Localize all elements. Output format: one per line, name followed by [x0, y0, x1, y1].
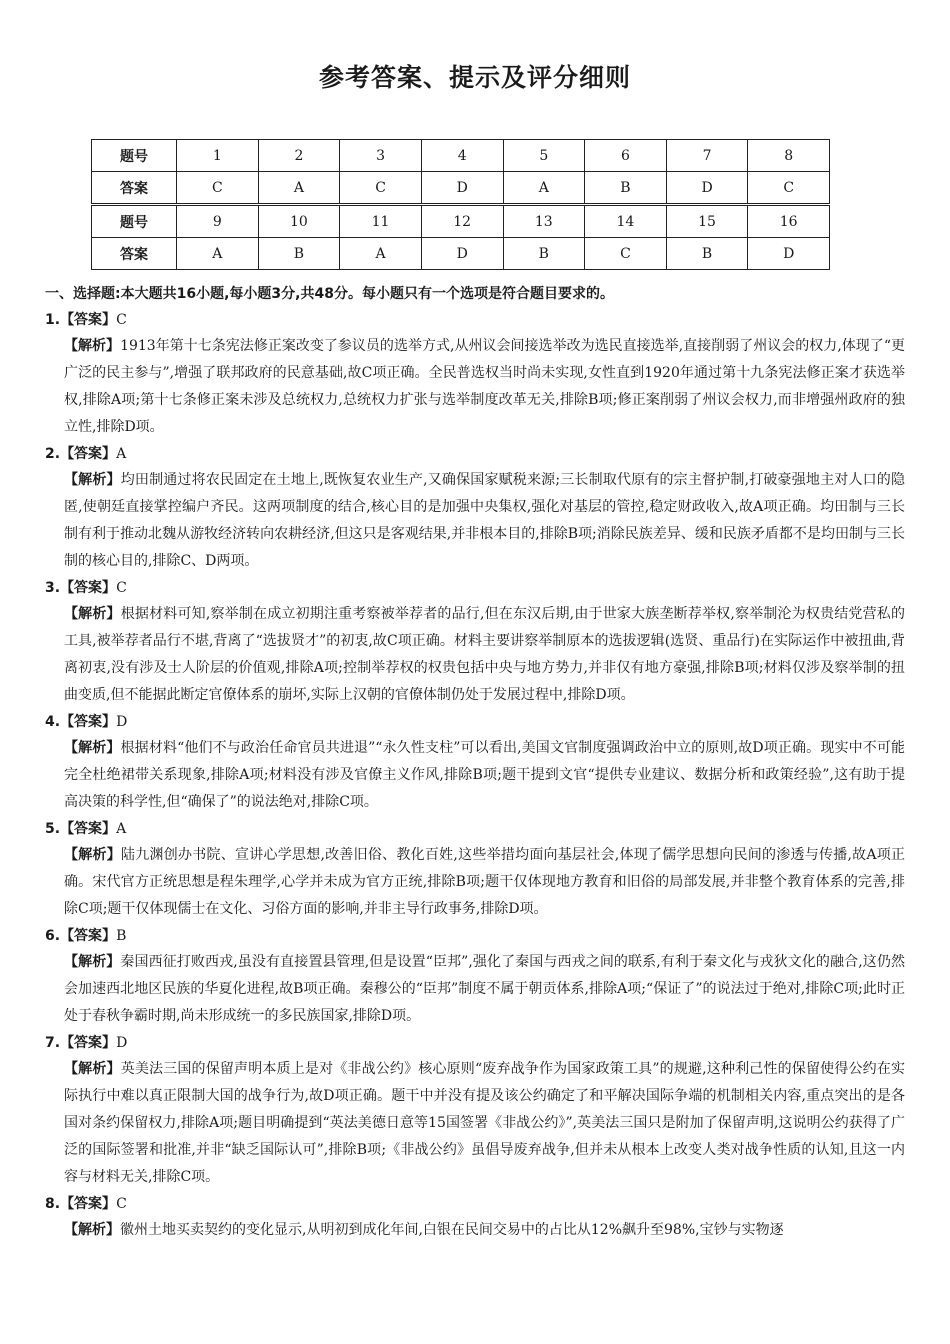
answer-tag: 【答案】 [60, 1196, 117, 1212]
question-analysis [45, 1217, 905, 1244]
table-cell: A [340, 238, 422, 270]
table-cell: D [666, 172, 748, 204]
question-answer-line [45, 307, 905, 333]
row-label-answer: 答案 [92, 172, 177, 204]
table-cell: D [421, 172, 503, 204]
table-cell: 9 [177, 206, 259, 238]
table-cell: 5 [503, 140, 585, 172]
question-number: 2. [45, 446, 61, 462]
analysis-text: 根据材料“他们不与政治任命官员共进退”“永久性支柱”可以看出,美国文官制度强调政治中立的原则,故D项正确。现实中不可能完全杜绝裙带关系现象,排除A项;材料没有涉及官僚主义作风,排除B项;题干提到文官“提供专业建议、数据分析和政策经验”,这有助于提高决策的科学性,但“确保了”的说法绝对,排除C项。 [64, 740, 905, 810]
table-cell: 16 [748, 206, 830, 238]
analysis-tag: 【解析】 [64, 1061, 121, 1077]
answer-table-2 [91, 205, 830, 270]
answer-tag: 【答案】 [60, 714, 117, 730]
table-row [92, 206, 830, 238]
analysis-text: 1913年第十七条宪法修正案改变了参议员的选举方式,从州议会间接选举改为选民直接选举,直接削弱了州议会的权力,体现了“更广泛的民主参与”,增强了联邦政府的民意基础,故C项正确。全民普选权当时尚未实现,女性直到1920年通过第十九条宪法修正案才获选举权,排除A项;第十七条修正案未涉及总统权力,总统权力扩张与选举制度改革无关,排除B项;修正案削弱了州议会权力,而非增强州政府的独立性,排除D项。 [64, 338, 905, 435]
question-analysis [45, 1056, 905, 1191]
analysis-tag: 【解析】 [64, 1222, 120, 1238]
table-cell: 10 [258, 206, 340, 238]
question-number: 5. [45, 821, 61, 837]
answer-value: C [116, 312, 127, 328]
question-number: 8. [45, 1196, 61, 1212]
answer-tag: 【答案】 [60, 580, 117, 596]
question-answer-line [45, 709, 905, 735]
table-cell: 6 [585, 140, 667, 172]
table-cell: 4 [421, 140, 503, 172]
table-cell: 11 [340, 206, 422, 238]
answer-table-1 [91, 139, 830, 204]
analysis-text: 徽州土地买卖契约的变化显示,从明初到成化年间,白银在民间交易中的占比从12%飙升至98%,宝钞与实物逐 [120, 1222, 784, 1238]
question-analysis [45, 949, 905, 1030]
analysis-tag: 【解析】 [64, 338, 121, 354]
section-title: 一、选择题:本大题共16小题,每小题3分,共48分。每小题只有一个选项是符合题目要求的。 [45, 286, 614, 302]
analysis-tag: 【解析】 [64, 954, 121, 970]
table-cell: 14 [585, 206, 667, 238]
answer-value: A [116, 446, 127, 462]
answer-tag: 【答案】 [60, 446, 117, 462]
table-cell: 1 [177, 140, 259, 172]
analysis-tag: 【解析】 [64, 606, 121, 622]
analysis-text: 根据材料可知,察举制在成立初期注重考察被举荐者的品行,但在东汉后期,由于世家大族垄断荐举权,察举制沦为权贵结党营私的工具,被举荐者品行不堪,背离了“选拔贤才”的初衷,故C项正确。材料主要讲察举制原本的选拔逻辑(选贤、重品行)在实际运作中被扭曲,背离初衷,没有涉及士人阶层的价值观,排除A项;控制举荐权的权贵包括中央与地方势力,并非仅有地方豪强,排除B项;材料仅涉及察举制的扭曲变质,但不能据此断定官僚体系的崩坏,实际上汉朝的官僚体制仍处于发展过程中,排除D项。 [64, 606, 905, 703]
analysis-text: 均田制通过将农民固定在土地上,既恢复农业生产,又确保国家赋税来源;三长制取代原有的宗主督护制,打破豪强地主对人口的隐匿,使朝廷直接掌控编户齐民。这两项制度的结合,核心目的是加强中央集权,强化对基层的管控,稳定财政收入,故A项正确。均田制与三长制有利于推动北魏从游牧经济转向农耕经济,但这只是客观结果,并非根本目的,排除B项;消除民族差异、缓和民族矛盾都不是均田制与三长制的核心目的,排除C、D两项。 [64, 472, 905, 569]
table-cell: B [258, 238, 340, 270]
table-row [92, 172, 830, 204]
table-cell: 7 [666, 140, 748, 172]
answer-explanations [45, 281, 905, 1244]
analysis-tag: 【解析】 [64, 472, 121, 488]
question-number: 1. [45, 312, 61, 328]
table-cell: 13 [503, 206, 585, 238]
question-analysis [45, 333, 905, 441]
analysis-text: 英美法三国的保留声明本质上是对《非战公约》核心原则“废弃战争作为国家政策工具”的规避,这种利己性的保留使得公约在实际执行中难以真正限制大国的战争行为,故D项正确。题干中并没有提及该公约确定了和平解决国际争端的机制相关内容,重点突出的是各国对条约保留权力,排除A项;题目明确提到“英法美德日意等15国签署《非战公约》”,英美法三国只是附加了保留声明,这说明公约获得了广泛的国际签署和批准,并非“缺乏国际认可”,排除B项;《非战公约》虽倡导废弃战争,但并未从根本上改变人类对战争性质的认知,且这一内容与材料无关,排除C项。 [64, 1061, 906, 1185]
question-answer-line [45, 1191, 905, 1217]
question-analysis [45, 735, 905, 816]
question-answer-line [45, 441, 905, 467]
answer-value: D [116, 1035, 128, 1051]
question-number: 3. [45, 580, 61, 596]
answer-value: D [116, 714, 128, 730]
analysis-text: 秦国西征打败西戎,虽没有直接置县管理,但是设置“臣邦”,强化了秦国与西戎之间的联系,有利于秦文化与戎狄文化的融合,这仍然会加速西北地区民族的华夏化进程,故B项正确。秦穆公的“臣邦”制度不属于朝贡体系,排除A项;“保证了”的说法过于绝对,排除C项;此时正处于春秋争霸时期,尚未形成统一的多民族国家,排除D项。 [64, 954, 906, 1024]
table-cell: B [585, 172, 667, 204]
answer-tag: 【答案】 [60, 821, 117, 837]
answer-value: C [116, 1196, 127, 1212]
analysis-tag: 【解析】 [64, 847, 121, 863]
question-answer-line [45, 1030, 905, 1056]
table-cell: D [421, 238, 503, 270]
table-cell: A [503, 172, 585, 204]
answer-tag: 【答案】 [60, 1035, 117, 1051]
question-analysis [45, 601, 905, 709]
table-cell: A [177, 238, 259, 270]
analysis-text: 陆九渊创办书院、宣讲心学思想,改善旧俗、教化百姓,这些举措均面向基层社会,体现了儒学思想向民间的渗透与传播,故A项正确。宋代官方正统思想是程朱理学,心学并未成为官方正统,排除B项;题干仅体现地方教育和旧俗的局部发展,并非整个教育体系的完善,排除C项;题干仅体现儒士在文化、习俗方面的影响,并非主导行政事务,排除D项。 [64, 847, 905, 917]
table-cell: A [258, 172, 340, 204]
answer-value: C [116, 580, 127, 596]
row-label-number: 题号 [92, 206, 177, 238]
answer-tag: 【答案】 [60, 928, 117, 944]
question-analysis [45, 842, 905, 923]
table-cell: 8 [748, 140, 830, 172]
table-cell: B [503, 238, 585, 270]
table-cell: C [177, 172, 259, 204]
question-answer-line [45, 575, 905, 601]
table-cell: C [340, 172, 422, 204]
table-cell: D [748, 238, 830, 270]
table-row [92, 140, 830, 172]
question-number: 7. [45, 1035, 61, 1051]
question-number: 4. [45, 714, 61, 730]
answer-value: A [116, 821, 127, 837]
answer-tag: 【答案】 [60, 312, 117, 328]
table-cell: C [585, 238, 667, 270]
table-cell: 3 [340, 140, 422, 172]
question-answer-line [45, 816, 905, 842]
analysis-tag: 【解析】 [64, 740, 121, 756]
table-row [92, 238, 830, 270]
table-cell: 15 [666, 206, 748, 238]
question-number: 6. [45, 928, 61, 944]
page-title: 参考答案、提示及评分细则 [318, 63, 631, 92]
row-label-number: 题号 [92, 140, 177, 172]
row-label-answer: 答案 [92, 238, 177, 270]
answer-value: B [116, 928, 127, 944]
table-cell: B [666, 238, 748, 270]
table-cell: C [748, 172, 830, 204]
question-analysis [45, 467, 905, 575]
table-cell: 2 [258, 140, 340, 172]
table-cell: 12 [421, 206, 503, 238]
question-answer-line [45, 923, 905, 949]
